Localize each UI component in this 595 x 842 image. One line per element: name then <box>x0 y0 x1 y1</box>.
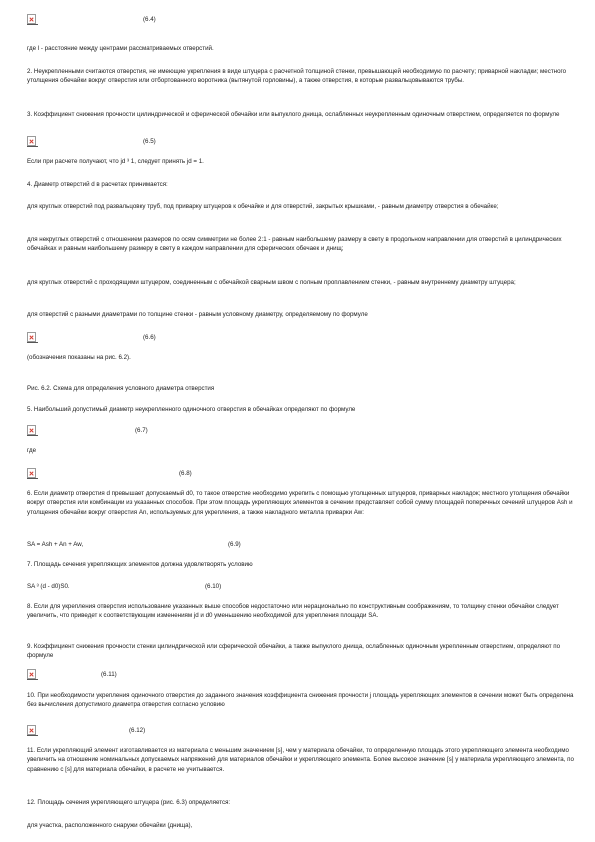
formula-6-10 <box>27 581 575 593</box>
formula-number: (6.8) <box>179 470 192 477</box>
broken-image-icon <box>27 725 36 735</box>
paragraph-where: где <box>27 447 37 454</box>
paragraph-12a: для участка, расположенного снаружи обечайки (днища), <box>27 822 193 829</box>
formula-6-7 <box>27 425 575 437</box>
paragraph-12: 12. Площадь сечения укрепляющего штуцера (рис. 6.3) определяется: <box>27 799 231 806</box>
formula-6-6 <box>27 332 575 344</box>
formula-text: SA = Ash + An + Aw, <box>27 541 84 548</box>
paragraph-5: 5. Наибольший допустимый диаметр неукрепленного одиночного отверстия в обечайках определяют по формуле <box>27 406 356 413</box>
paragraph-4: 4. Диаметр отверстий d в расчетах принимается: <box>27 181 168 188</box>
paragraph-9: 9. Коэффициент снижения прочности стенки цилиндрической или сферической обечайки, а также выпуклого днища, ослабленных одиночным укрепленным отверстием, определяют по формуле <box>27 643 561 660</box>
broken-image-icon <box>27 14 36 24</box>
formula-number: (6.5) <box>143 138 156 145</box>
formula-number: (6.12) <box>129 727 146 734</box>
paragraph-10: 10. При необходимости укрепления одиночного отверстия до заданного значения коэффициента снижения прочности j площадь укрепляющих элементов в сечении может быть определена без вычисления допустимого диаметра отверстия согласно условию <box>27 692 574 709</box>
figure-caption: Рис. 6.2. Схема для определения условного диаметра отверстия <box>27 385 215 392</box>
paragraph-8: 8. Если для укрепления отверстия использование указанных выше способов недостаточно или нерационально по конструктивным соображениям, то толщину стенки обечайки следует увеличить, что приведет к соответствующим изменениям jd и d0 уменьшению необходимой для укрепления площади SA. <box>27 603 559 620</box>
broken-image-icon <box>27 425 36 435</box>
paragraph-if: Если при расчете получают, что jd ³ 1, следует принять jd = 1. <box>27 158 204 165</box>
formula-6-5 <box>27 136 575 148</box>
broken-image-icon <box>27 136 36 146</box>
paragraph-2: 2. Неукрепленными считаются отверстия, не имеющие укрепления в виде штуцера с расчетной толщиной стенки, превышающей необходимую по расчету; приварной накладки; местного утолщения обечайки вокруг отверстия или отбортованного воротника (вытянутой горловины), а также отверстия, в которые развальцовываются трубы. <box>27 68 567 85</box>
formula-number: (6.7) <box>135 427 148 434</box>
paragraph-11: 11. Если укрепляющий элемент изготавливается из материала с меньшим значением [s], чем у материала обечайки, то определенную площадь этого укрепляющего элемента необходимо увеличить на отношение номинальных допускаемых напряжений для материалов обечайки и укрепляющего элемента. Более высокое значение [s] у материала укрепляющего элемента, по сравнению с [s] для материала обечайки, в расчете не учитывается. <box>27 747 574 773</box>
paragraph-7: 7. Площадь сечения укрепляющих элементов должна удовлетворять условию <box>27 561 253 568</box>
paragraph-4a: для круглых отверстий под развальцовку труб, под приварку штуцеров к обечайке и для отверстий, закрытых крышками, - равным диаметру отверстия в обечайке; <box>27 203 499 210</box>
paragraph-where-l: где l - расстояние между центрами рассматриваемых отверстий. <box>27 45 214 52</box>
paragraph-4d: для отверстий с разными диаметрами по толщине стенки - равным условному диаметру, определяемому по формуле <box>27 311 368 318</box>
paragraph-4b: для некруглых отверстий с отношением размеров по осям симметрии не более 2:1 - равным наибольшему размеру в свету в продольном направлении для отверстий в цилиндрических обечайках и равным наибольшему размеру в свету в каждом направлении для сферических обечаек и днищ; <box>27 236 562 253</box>
formula-6-9 <box>27 539 575 551</box>
formula-6-12 <box>27 725 575 737</box>
formula-number: (6.9) <box>228 541 241 548</box>
formula-number: (6.4) <box>143 16 156 23</box>
formula-6-8 <box>27 468 575 480</box>
paragraph-6: 6. Если диаметр отверстия d превышает допускаемый d0, то такое отверстие необходимо укрепить с помощью утолщенных штуцеров, приварных накладок; местного утолщения обечайки вокруг отверстия или комбинации из указанных способов. При этом площадь укрепляющих элементов в сечении представляет собой сумму площадей поперечных сечений штуцеров Ash и утолщения обечайки вокруг отверстия An, используемых для укрепления, а также накладного металла приварки Aw: <box>27 490 573 516</box>
formula-number: (6.10) <box>205 583 222 590</box>
formula-text: SA ³ (d - d0)S0. <box>27 583 70 590</box>
paragraph-3: 3. Коэффициент снижения прочности цилиндрической и сферической обечайки или выпуклого днища, ослабленных неукрепленным одиночным отверстием, определяется по формуле <box>27 111 560 118</box>
paragraph-4c: для круглых отверстий с проходящими штуцером, соединенным с обечайкой сварным швом с полным проплавлением стенки, - равным внутреннему диаметру штуцера; <box>27 279 516 286</box>
broken-image-icon <box>27 468 36 478</box>
formula-6-11 <box>27 669 575 681</box>
formula-number: (6.6) <box>143 334 156 341</box>
formula-6-4 <box>27 14 575 26</box>
broken-image-icon <box>27 669 36 679</box>
broken-image-icon <box>27 332 36 342</box>
paragraph-notation: (обозначения показаны на рис. 6.2). <box>27 354 131 361</box>
formula-number: (6.11) <box>101 671 117 678</box>
